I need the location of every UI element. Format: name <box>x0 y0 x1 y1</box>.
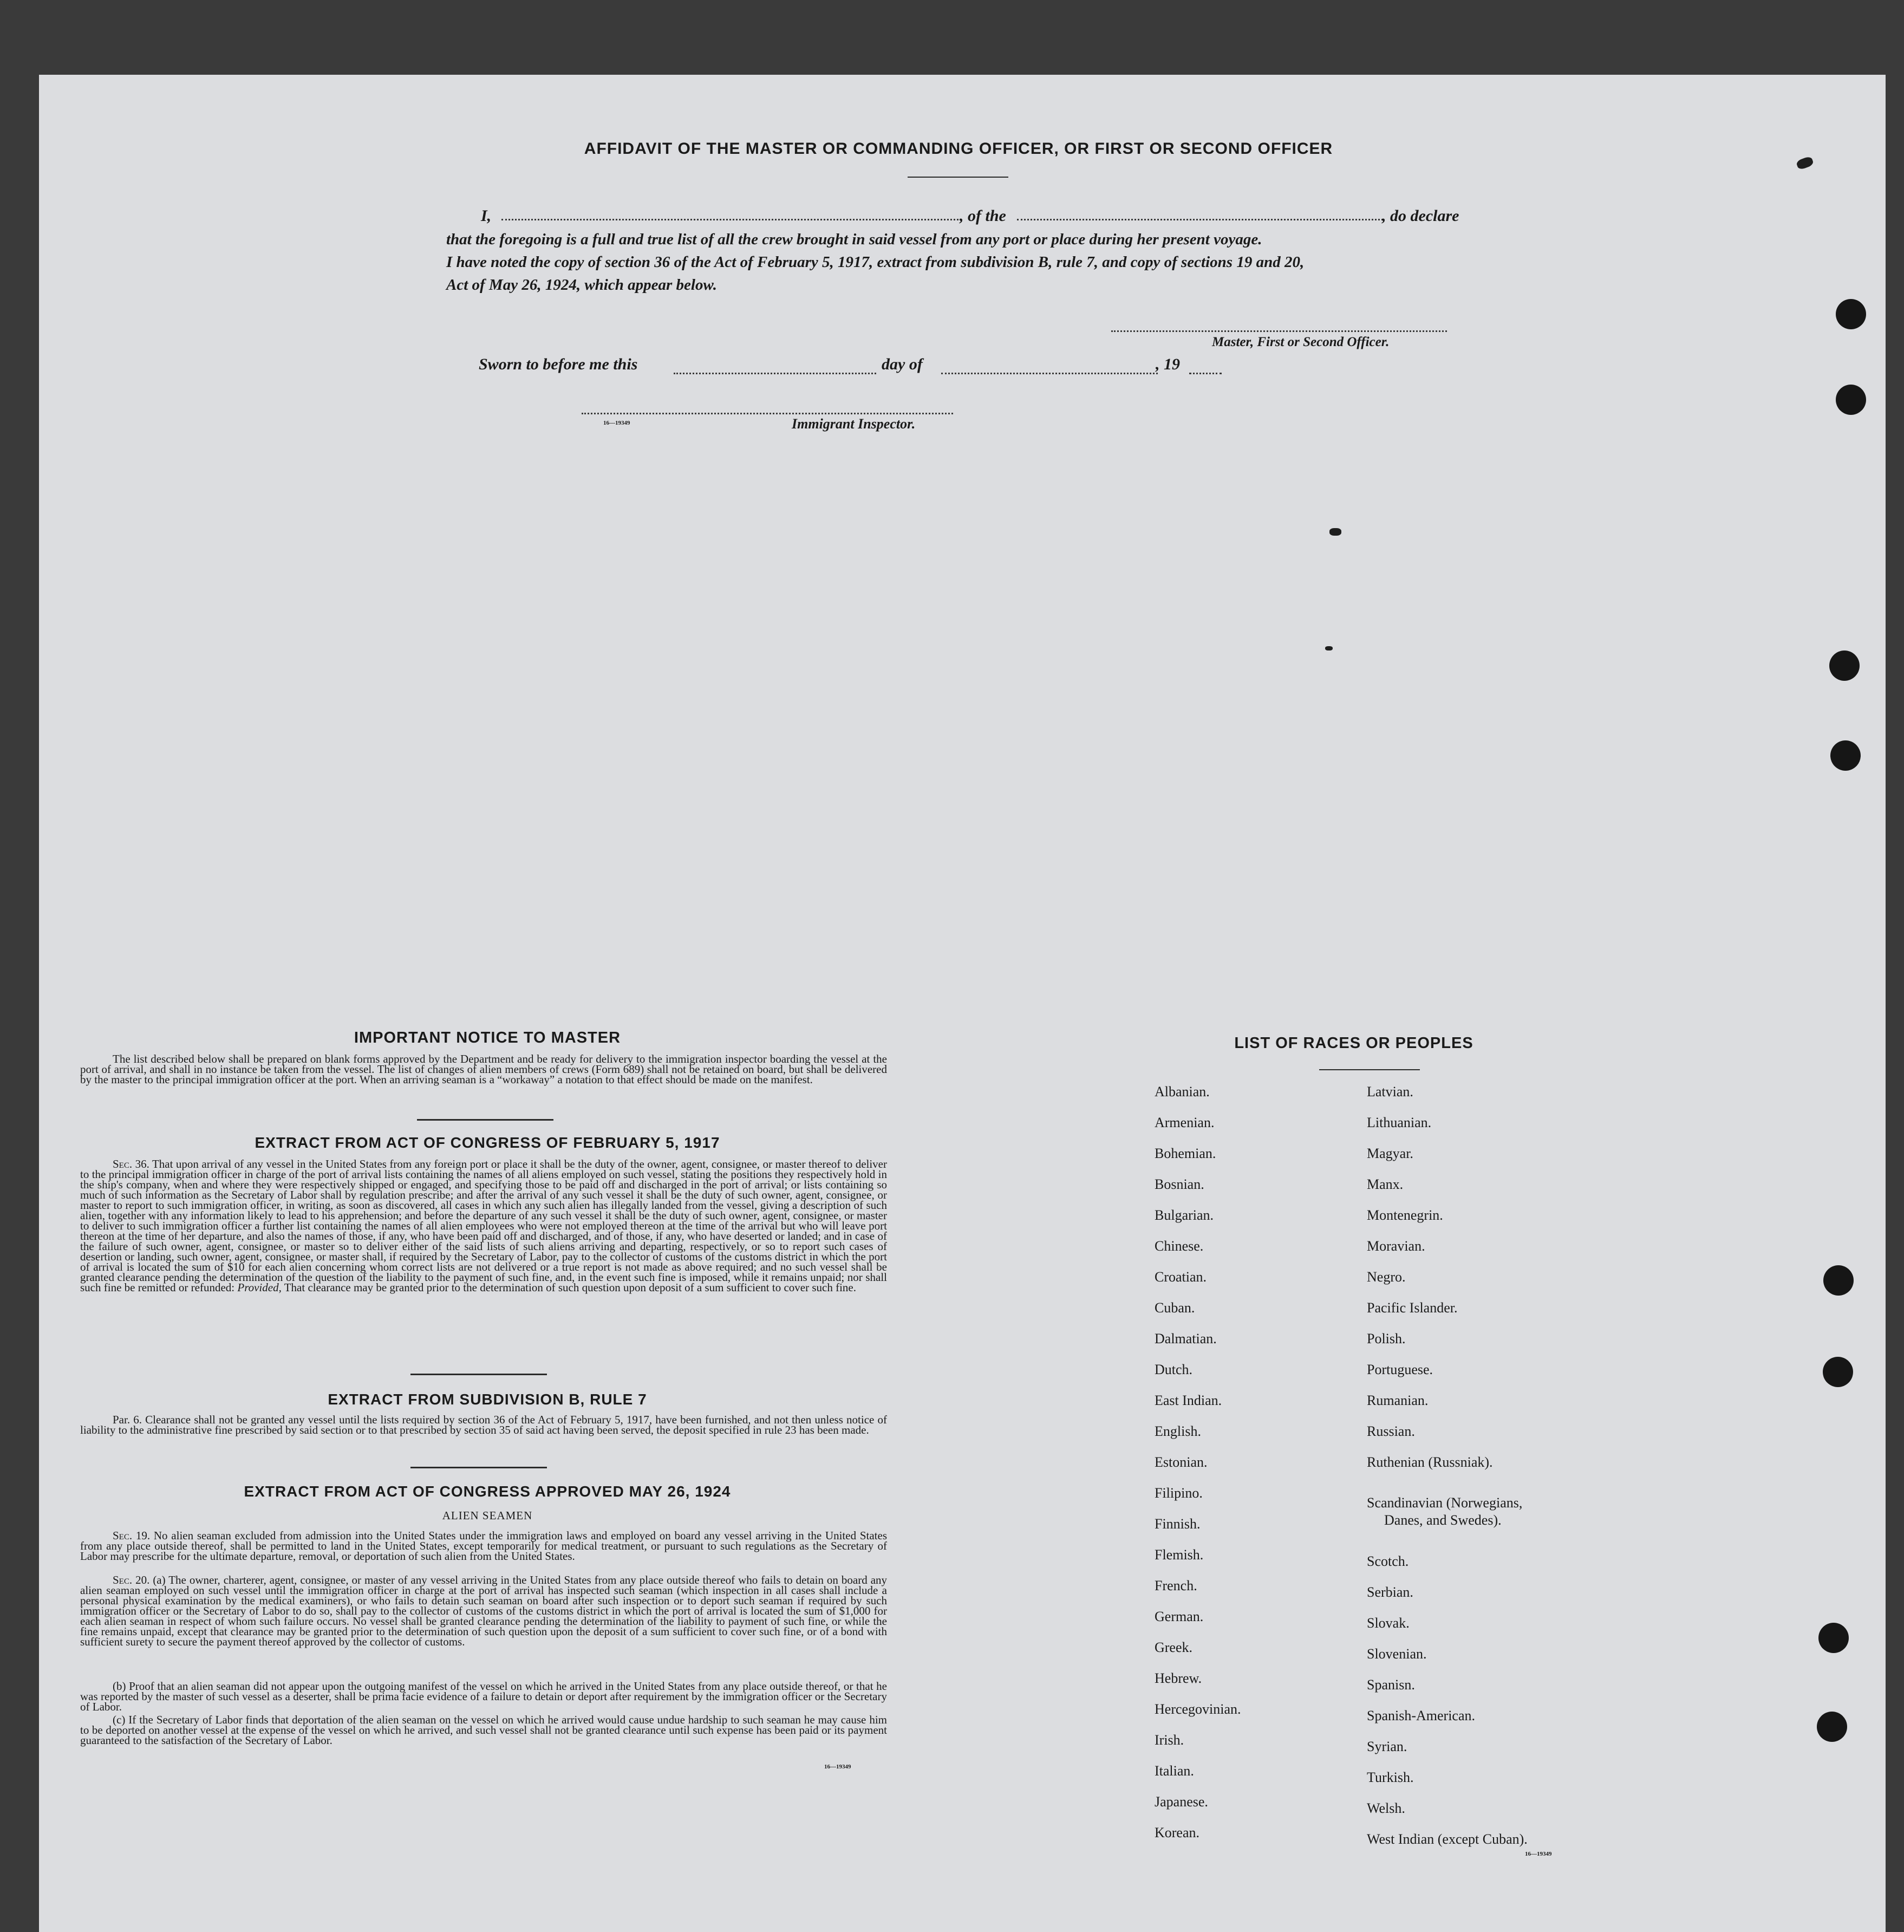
sworn-day-field[interactable] <box>674 373 876 374</box>
affidavit-i: I, <box>481 207 492 225</box>
sec-20c-body: (c) If the Secretary of Labor finds that deportation of the alien seaman on the vessel on which he arrived would cause undue hardship to such seaman he may cause him to be deported on another vessel at the expense of the vessel on which he arrived, and such vessel shall not be granted clearance until such expense has been paid or its payment guaranteed to the satisfaction of the Secretary of Labor. <box>80 1713 887 1747</box>
race-item: Pacific Islander. <box>1367 1300 1458 1316</box>
race-item: East Indian. <box>1155 1393 1222 1408</box>
sec-36-label: Sec. 36. <box>113 1157 149 1170</box>
divider <box>410 1467 547 1468</box>
race-item: Slovenian. <box>1367 1646 1427 1662</box>
race-item: Slovak. <box>1367 1615 1410 1631</box>
race-item: Lithuanian. <box>1367 1115 1432 1130</box>
sec-36-text: That upon arrival of any vessel in the United States from any foreign port or place it shall be the duty of the owner, agent, consignee, or master thereof to deliver to the principal immigration officer in charge of the port of arrival lists containing the names of all aliens employed on such vessel, stating the positions they respectively hold in the ship's company, when and where they were respectively shipped or engaged, and specifying those to be paid off and discharged in the port of arrival; or lists containing so much of such information as the Secretary of Labor shall by regulation prescribe; and after the arrival of any such vessel it shall be the duty of such owner, agent, consignee, or master to report to such immigration officer, in writing, as soon as discovered, all cases in which any such alien has illegally landed from the vessel, giving a description of such alien, together with any information likely to lead to his apprehension; and before the departure of any such vessel it shall be the duty of such owner, agent, consignee, or master to deliver to such immigration officer a further list containing the names of all alien employees who were not employed thereon at the time of the arrival but who will leave port thereon at the time of her departure, and also the names of those, if any, who have been paid off and discharged, and of those, if any, who have deserted or landed; and in case of the failure of such owner, agent, consignee, or master so to deliver either of the said lists of such aliens arriving and departing, respectively, or so to report such cases of desertion or landing, such owner, agent, consignee, or master shall, if required by the Secretary of Labor, pay to the collector of customs of the customs district in which the port of arrival is located the sum of $10 for each alien concerning whom correct lists are not delivered or a true report is not made as above required; and no such vessel shall be granted clearance pending the determination of the question of the liability to the payment of such fine, and, in the event such fine is imposed, while it remains unpaid; nor shall such fine be remitted or refunded: <box>80 1157 887 1294</box>
race-item: Montenegrin. <box>1367 1207 1443 1223</box>
race-item: Hebrew. <box>1155 1670 1202 1686</box>
race-item: Albanian. <box>1155 1084 1210 1100</box>
race-item: Chinese. <box>1155 1238 1204 1254</box>
race-item: Ruthenian (Russniak). <box>1367 1454 1493 1470</box>
rule-7-title: EXTRACT FROM SUBDIVISION B, RULE 7 <box>328 1391 647 1408</box>
inspector-signature-line[interactable] <box>582 413 953 414</box>
sec-19-body <box>80 1531 887 1562</box>
punch-hole <box>1836 299 1866 329</box>
race-item: West Indian (except Cuban). <box>1367 1831 1528 1847</box>
races-divider <box>1319 1069 1420 1070</box>
race-item: Irish. <box>1155 1732 1184 1748</box>
race-item: Manx. <box>1367 1176 1404 1192</box>
race-item: Polish. <box>1367 1331 1406 1346</box>
race-item: Filipino. <box>1155 1485 1203 1501</box>
race-item: Welsh. <box>1367 1800 1405 1816</box>
race-item: Japanese. <box>1155 1794 1208 1810</box>
affidavit-of-the: , of the <box>960 207 1006 225</box>
race-item: Latvian. <box>1367 1084 1413 1100</box>
race-item: Flemish. <box>1155 1547 1204 1563</box>
races-title: LIST OF RACES OR PEOPLES <box>1234 1035 1473 1052</box>
ink-speck <box>1325 646 1333 650</box>
race-item: Dutch. <box>1155 1362 1193 1377</box>
divider <box>410 1374 547 1375</box>
race-item: Spanish-American. <box>1367 1708 1476 1723</box>
race-item: Dalmatian. <box>1155 1331 1217 1346</box>
race-item: Armenian. <box>1155 1115 1215 1130</box>
affidavit-line-4: Act of May 26, 1924, which appear below. <box>446 276 717 294</box>
punch-hole <box>1817 1712 1847 1742</box>
race-item: Croatian. <box>1155 1269 1207 1285</box>
race-item: Estonian. <box>1155 1454 1208 1470</box>
race-item: German. <box>1155 1609 1204 1624</box>
affidavit-line-3: I have noted the copy of section 36 of the Act of February 5, 1917, extract from subdivision B, rule 7, and copy of sections 19 and 20, <box>446 253 1305 271</box>
race-item: Finnish. <box>1155 1516 1201 1532</box>
race-item: Spanisn. <box>1367 1677 1415 1693</box>
sworn-prefix: Sworn to before me this <box>479 355 638 373</box>
punch-hole <box>1836 385 1866 415</box>
affidavit-do-declare: , do declare <box>1382 207 1459 225</box>
form-number-top: 16—19349 <box>603 420 630 426</box>
sec-19-text: No alien seaman excluded from admission into the United States under the immigration laws and employed on board any vessel arriving in the United States from any place outside thereof, shall be permitted to land in the United States, except temporarily for medical treatment, or pursuant to such regulations as the Secretary of Labor may prescribe for the ultimate departure, removal, or deportation of such alien from the United States. <box>80 1529 888 1563</box>
race-item: Magyar. <box>1367 1146 1413 1161</box>
race-item: Turkish. <box>1367 1770 1414 1785</box>
race-item: Cuban. <box>1155 1300 1195 1316</box>
race-item: Russian. <box>1367 1423 1415 1439</box>
affidavit-title: AFFIDAVIT OF THE MASTER OR COMMANDING OFFICER, OR FIRST OR SECOND OFFICER <box>584 140 1333 158</box>
race-item: Moravian. <box>1367 1238 1425 1254</box>
master-signature-line[interactable] <box>1111 330 1447 332</box>
extract-1917-body <box>80 1159 887 1293</box>
affidavit-line-2: that the foregoing is a full and true list of all the crew brought in said vessel from any port or place during her present voyage. <box>446 231 1262 248</box>
race-item: Scotch. <box>1367 1553 1409 1569</box>
sec-20-label: Sec. 20. <box>113 1573 150 1586</box>
race-item: Hercegovinian. <box>1155 1701 1241 1717</box>
sec-20a-body <box>80 1575 887 1647</box>
sec-20b-body: (b) Proof that an alien seaman did not appear upon the outgoing manifest of the vessel on which he arrived in the United States from any place outside thereof, or that he was reported by the master of such vessel as a deserter, shall be prima facie evidence of a failure to detain or deport after requirement by the immigration officer or the Secretary of Labor. <box>80 1680 887 1713</box>
punch-hole <box>1829 650 1860 681</box>
race-item: Bulgarian. <box>1155 1207 1214 1223</box>
race-item: Korean. <box>1155 1825 1200 1840</box>
form-number-bottom-left: 16—19349 <box>824 1764 851 1770</box>
sec-19-label: Sec. 19. <box>113 1529 151 1542</box>
sworn-year-field[interactable] <box>1189 373 1222 374</box>
race-item: Syrian. <box>1367 1739 1407 1754</box>
inspector-label: Immigrant Inspector. <box>792 416 916 432</box>
sec-36-text-end: That clearance may be granted prior to the determination of such question upon deposit of a sum sufficient to cover such fine. <box>284 1281 857 1294</box>
divider <box>417 1119 553 1121</box>
master-name-field[interactable] <box>501 219 962 220</box>
punch-hole <box>1823 1265 1854 1296</box>
form-sheet <box>39 75 1886 1932</box>
notice-body: The list described below shall be prepared on blank forms approved by the Department and be ready for delivery to the immigration inspector boarding the vessel at the port of arrival, and shall in no instance be taken from the vessel. The list of changes of alien members of crews (Form 689) shall not be retained on board, but shall be delivered by the master to the principal immigration officer at the port. When an arriving seaman is a “workaway” a notation to that effect should be made on the manifest. <box>80 1052 887 1086</box>
sworn-day-of: day of <box>882 355 923 373</box>
race-item: Scandinavian (Norwegians, <box>1367 1495 1523 1511</box>
sec-20a-text: (a) The owner, charterer, agent, consignee, or master of any vessel arriving in the United States from any place outside thereof who fails to detain on board any alien seaman employed on such vessel until the immigration officer in charge at the port of arrival has inspected such seaman (which inspection in all cases shall include a personal physical examination by the medical examiners), or who fails to detain such seaman on board after such inspection or to deport such seaman if required by such immigration officer or the Secretary of Labor to do so, shall pay to the collector of customs of the customs district in which the port of arrival is located the sum of $1,000 for each alien seaman in respect of whom such failure occurs. No vessel shall be granted clearance pending the determination of the liability to payment of such fine, or while the fine remains unpaid, except that clearance may be granted prior to the determination of such question upon the deposit of a sum sufficient to cover such fine, or of a bond with sufficient surety to secure the payment thereof approved by the collector of customs. <box>80 1573 888 1648</box>
race-item: Serbian. <box>1367 1584 1413 1600</box>
race-item: French. <box>1155 1578 1197 1593</box>
extract-1924-title: EXTRACT FROM ACT OF CONGRESS APPROVED MAY 26, 1924 <box>244 1483 731 1500</box>
extract-1917-title: EXTRACT FROM ACT OF CONGRESS OF FEBRUARY 5, 1917 <box>255 1134 720 1151</box>
race-item: Bohemian. <box>1155 1146 1216 1161</box>
race-item: Rumanian. <box>1367 1393 1429 1408</box>
race-item: English. <box>1155 1423 1201 1439</box>
sworn-month-field[interactable] <box>941 373 1158 374</box>
race-item: Negro. <box>1367 1269 1406 1285</box>
form-number-bottom-right: 16—19349 <box>1525 1851 1552 1857</box>
master-signature-label: Master, First or Second Officer. <box>1212 335 1390 349</box>
rule-7-body: Par. 6. Clearance shall not be granted any vessel until the lists required by section 36 of the Act of February 5, 1917, have been furnished, and not then unless notice of liability to the administrative fine prescribed by said section or to that prescribed by section 35 of said act having been served, the deposit specified in rule 23 has been made. <box>80 1413 887 1436</box>
alien-seamen-subtitle: ALIEN SEAMEN <box>442 1509 533 1522</box>
title-divider <box>908 177 1008 178</box>
vessel-name-field[interactable] <box>1017 219 1383 220</box>
race-item: Portuguese. <box>1367 1362 1433 1377</box>
punch-hole <box>1823 1357 1853 1387</box>
ink-speck <box>1329 528 1341 536</box>
punch-hole <box>1830 740 1861 771</box>
punch-hole <box>1818 1623 1849 1653</box>
race-item: Greek. <box>1155 1640 1193 1655</box>
provided-word: Provided, <box>237 1281 282 1294</box>
notice-title: IMPORTANT NOTICE TO MASTER <box>354 1029 621 1046</box>
race-item: Italian. <box>1155 1763 1194 1779</box>
race-item: Bosnian. <box>1155 1176 1204 1192</box>
sworn-year: , 19 <box>1156 355 1180 373</box>
race-item: Danes, and Swedes). <box>1384 1512 1502 1528</box>
